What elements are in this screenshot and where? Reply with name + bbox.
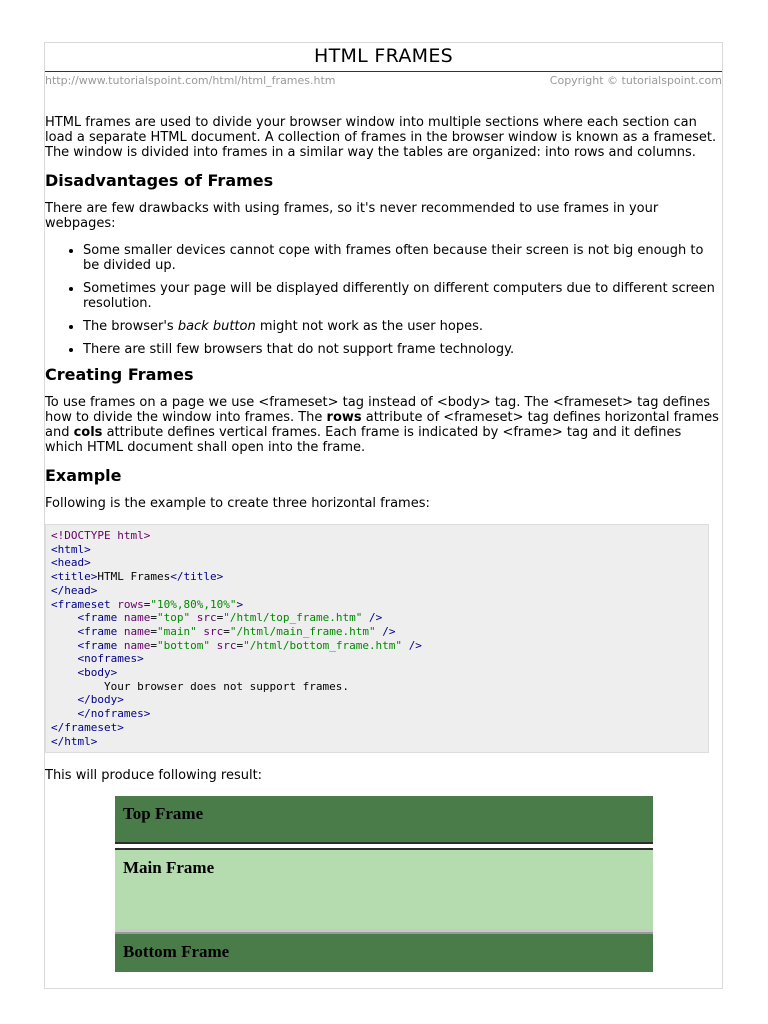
code-tag: <head>	[51, 556, 91, 570]
code-attr: name	[123, 624, 151, 638]
code-attr: rows	[117, 597, 144, 611]
page-title: HTML FRAMES	[313, 45, 454, 67]
code-attr: src	[216, 638, 237, 652]
code-tag: </frameset>	[51, 720, 124, 734]
code-tag: />	[408, 638, 422, 652]
code-attr: src	[203, 624, 224, 638]
code-punct: =	[236, 638, 244, 652]
code-tag: >	[236, 597, 244, 611]
disadvantages-paragraph: There are few drawbacks with using frames, so it's never recommended to use frames in your webpages:	[45, 201, 659, 231]
example-paragraph: Following is the example to create three horizontal frames:	[45, 496, 430, 511]
heading-example: Example	[45, 466, 122, 485]
code-tag: <body>	[77, 666, 118, 680]
creating-paragraph	[45, 395, 720, 455]
code-tag: />	[382, 624, 396, 638]
code-tag: <title>	[51, 570, 98, 584]
paragraph-text: attribute of <frameset> tag defines horizontal frames and	[45, 410, 719, 440]
code-attr: src	[196, 611, 217, 625]
article-body	[45, 115, 722, 972]
code-tag: <frame	[77, 638, 118, 652]
frames-demo	[115, 796, 653, 972]
list-item-text: The browser's	[83, 319, 178, 334]
code-attr: name	[123, 638, 151, 652]
list-item: • Some smaller devices cannot cope with frames often because their screen is not big enough to be divided up.	[83, 243, 720, 273]
code-attr: name	[123, 611, 151, 625]
code-punct: =	[150, 611, 157, 625]
intro-paragraph: HTML frames are used to divide your browser window into multiple sections where each section can load a separate HTML document. A collection of frames in the browser window is known as a frameset. The window is divided into frames in a similar way the tables are organized: into rows and columns.	[45, 115, 717, 160]
code-string: "top"	[157, 611, 191, 625]
code-string: "10%,80%,10%"	[150, 597, 237, 611]
code-doctype: <!DOCTYPE html>	[51, 529, 151, 542]
code-string: "bottom"	[157, 638, 210, 652]
code-block	[45, 524, 709, 753]
code-tag: <frame	[77, 611, 118, 625]
code-tag: </noframes>	[77, 707, 151, 721]
source-url[interactable]: http://www.tutorialspoint.com/html/html_frames.htm	[45, 74, 336, 87]
code-punct: =	[223, 624, 230, 638]
code-tag: </title>	[170, 570, 224, 584]
main-frame: Main Frame	[115, 848, 653, 932]
page-meta	[45, 72, 722, 90]
list-item: • There are still few browsers that do not support frame technology.	[83, 342, 720, 357]
bottom-frame: Bottom Frame	[115, 932, 653, 972]
code-punct: =	[216, 611, 224, 625]
document-page	[44, 42, 723, 989]
paragraph-text: attribute defines vertical frames. Each frame is indicated by <frame> tag and it defines which HTML document shall open into the frame.	[45, 425, 682, 455]
paragraph-text: To use frames on a page we use <frameset> tag instead of <body> tag. The <frameset> tag defines how to divide the window into frames. The	[45, 395, 711, 425]
emphasis-text: back button	[177, 319, 256, 334]
code-punct: =	[150, 624, 157, 638]
code-string: "/html/top_frame.htm"	[223, 611, 363, 625]
code-string: "main"	[157, 624, 197, 638]
code-tag: </html>	[51, 734, 98, 748]
code-tag: <frameset	[51, 597, 111, 611]
code-tag: />	[368, 611, 383, 625]
list-item	[83, 319, 720, 334]
heading-disadvantages: Disadvantages of Frames	[45, 171, 274, 190]
code-string: "/html/main_frame.htm"	[229, 624, 376, 638]
code-tag: </head>	[51, 583, 98, 597]
code-tag: </body>	[77, 693, 124, 707]
code-string: "/html/bottom_frame.htm"	[243, 638, 403, 652]
code-punct: =	[150, 638, 157, 652]
bold-cols: cols	[73, 425, 103, 440]
heading-creating-frames: Creating Frames	[45, 365, 194, 384]
list-item-text: might not work as the user hopes.	[255, 319, 484, 334]
disadvantages-list	[45, 243, 720, 357]
top-frame: Top Frame	[115, 796, 653, 844]
code-tag: <frame	[77, 624, 118, 638]
code-text: HTML Frames	[97, 570, 171, 584]
code-tag: <html>	[51, 542, 91, 556]
list-item: • Sometimes your page will be displayed differently on different computers due to different screen resolution.	[83, 281, 720, 311]
code-punct: =	[143, 597, 151, 611]
result-paragraph: This will produce following result:	[45, 768, 263, 783]
code-tag: <noframes>	[77, 652, 144, 666]
code-text: Your browser does not support frames.	[103, 679, 350, 693]
bold-rows: rows	[326, 410, 362, 425]
copyright: Copyright © tutorialspoint.com	[549, 74, 722, 87]
